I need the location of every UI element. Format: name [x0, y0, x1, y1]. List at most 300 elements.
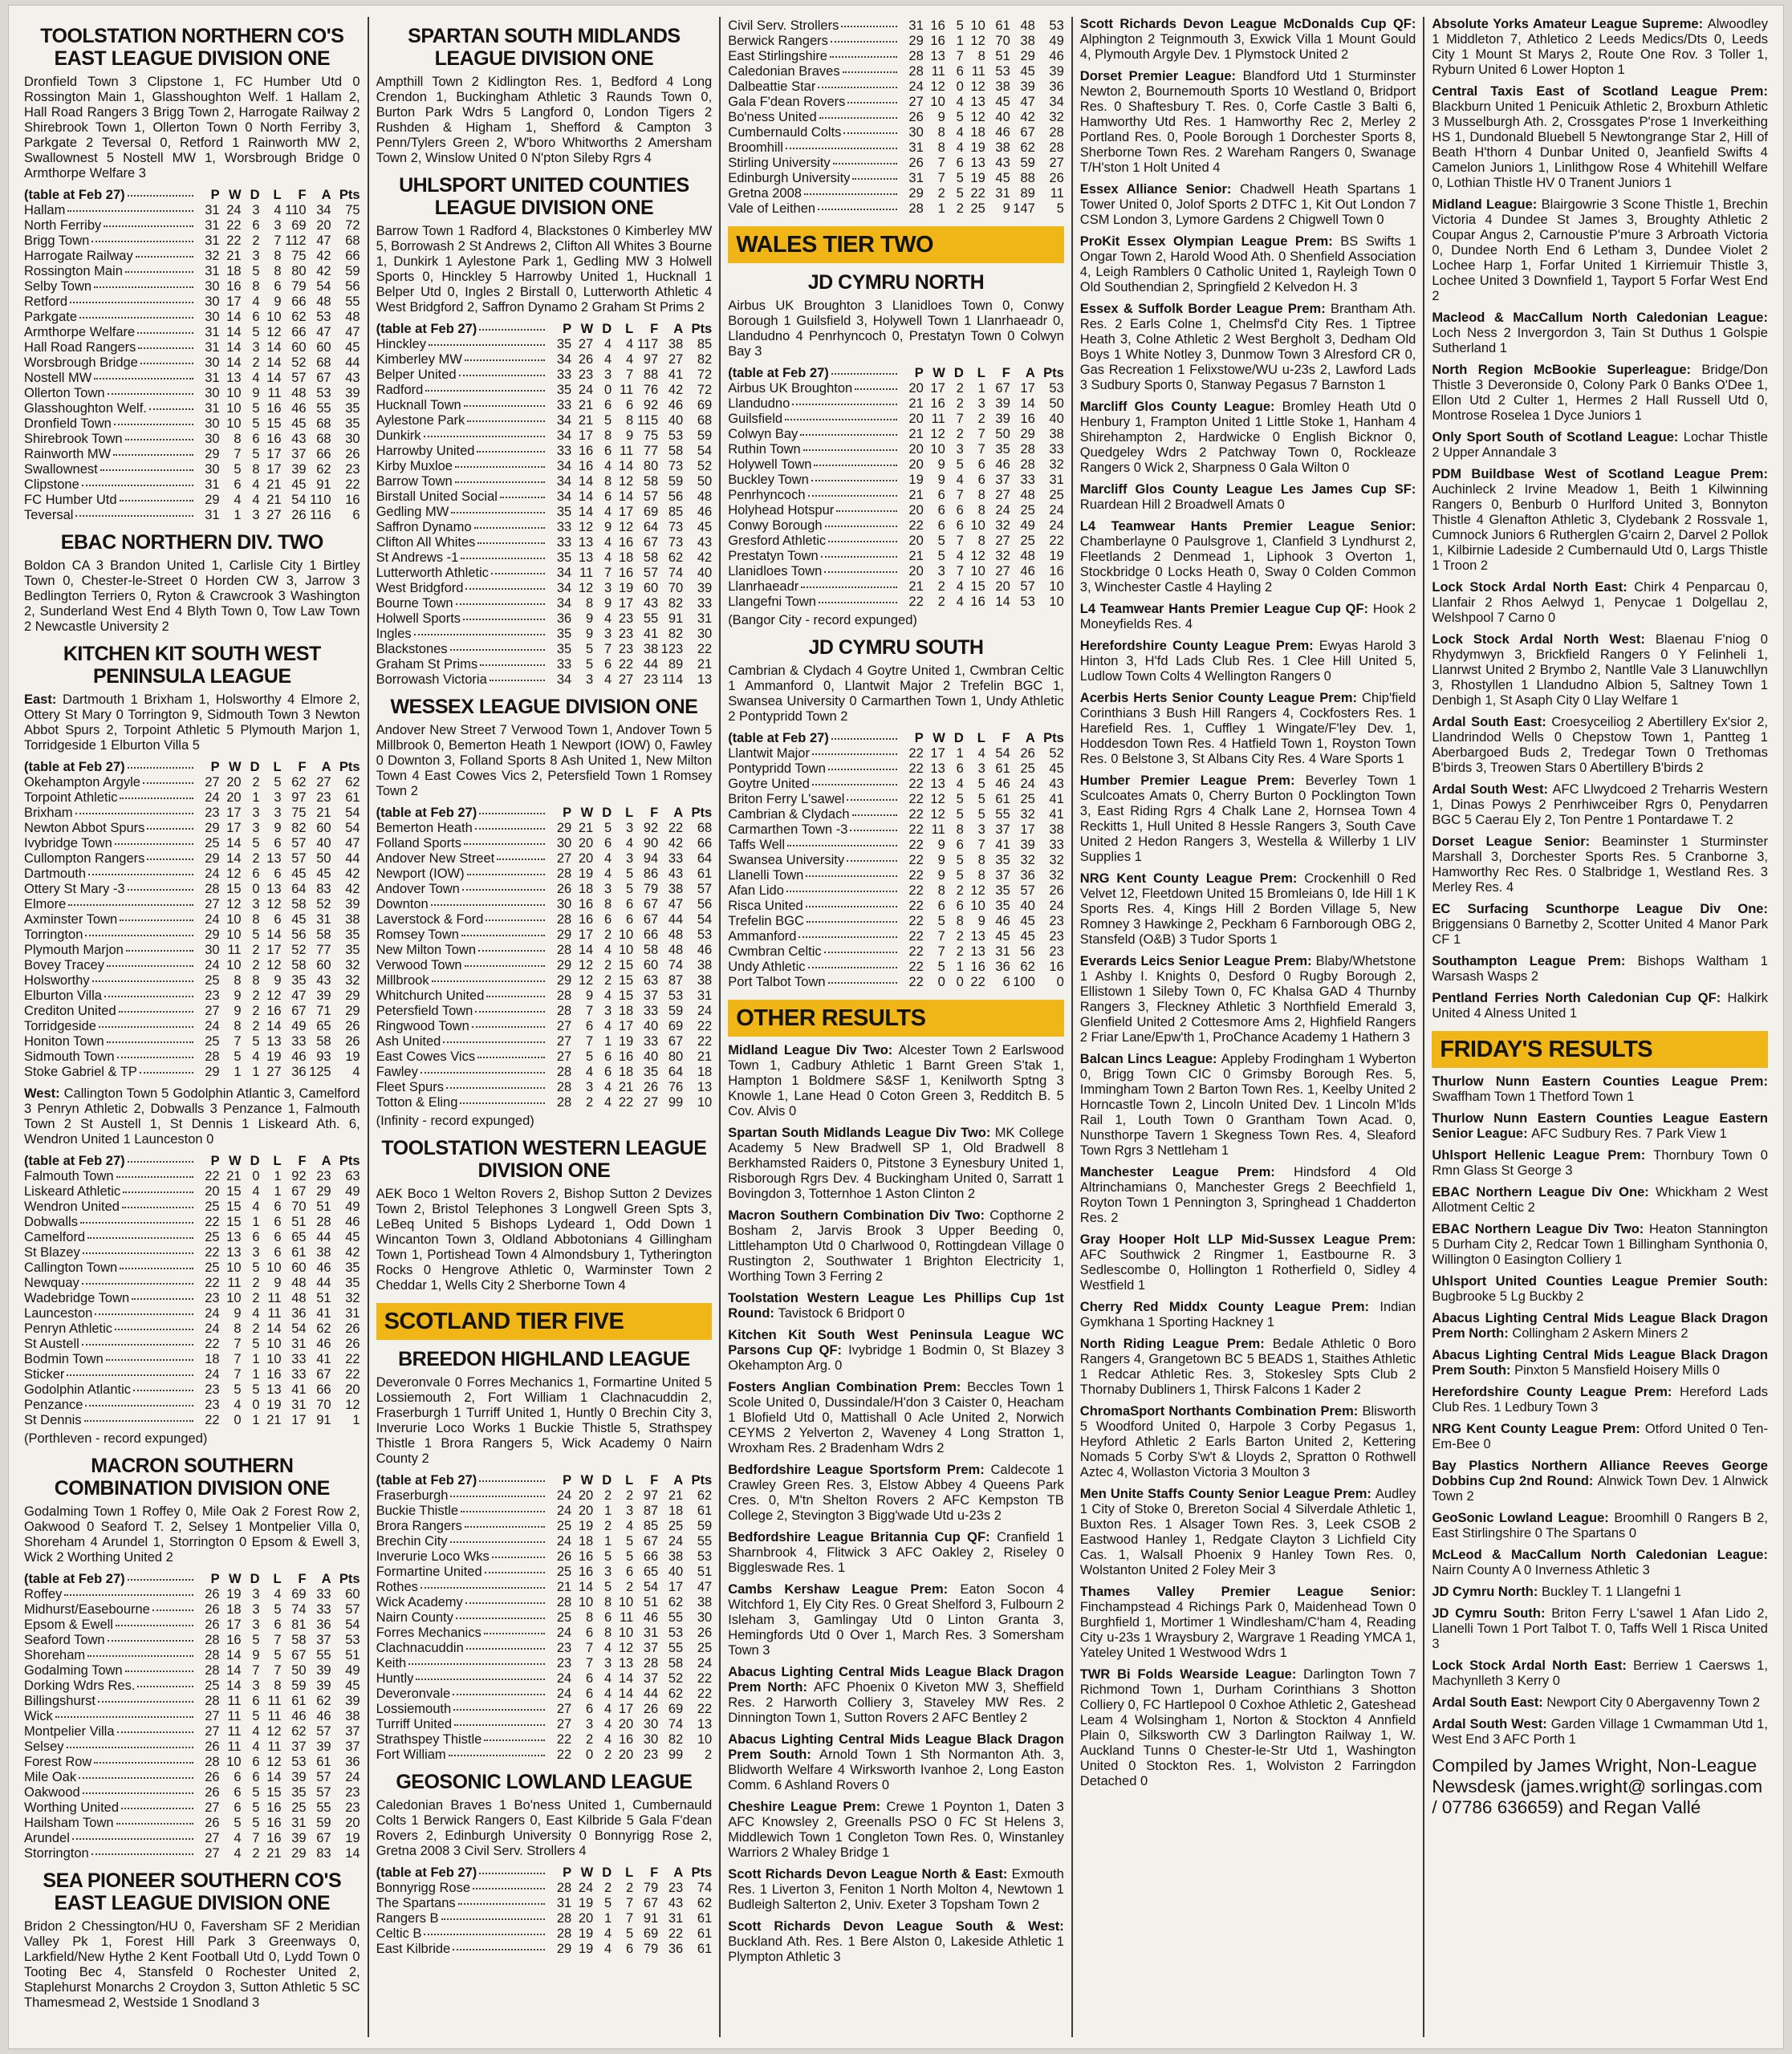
- stat-value: 18: [697, 1065, 713, 1079]
- dot-leader: [115, 843, 193, 845]
- team-name: Risca United: [728, 899, 803, 913]
- team-name: Buckie Thistle: [376, 1504, 459, 1518]
- team-name: Berwick Rangers: [728, 34, 828, 48]
- league-results: Dorset League Senior: Beaminster 1 Sturminster Marshall 3, Dorchester Sports Res. 5 Cranborne 3, Hamworthy Rec Res. 0 Stalbridge 1, Westland Res. 3 Merley Res. 4: [1432, 834, 1768, 895]
- team-name: Downton: [376, 897, 429, 911]
- stat-value: 61: [345, 790, 360, 805]
- stat-value: 25: [970, 201, 985, 216]
- stat-value: 12: [970, 79, 985, 94]
- stat-value: 13: [266, 1034, 282, 1049]
- stat-value: 6: [956, 899, 964, 913]
- dot-leader: [821, 556, 897, 558]
- table-header-col: A: [321, 188, 331, 202]
- league-results-lead: Fosters Anglian Combination Prem:: [728, 1380, 968, 1394]
- stat-value: 16: [1049, 960, 1064, 974]
- league-results: Herefordshire County League Prem: Ewyas Harold 3 Hinton 3, H'fd Lads Club Res. 1 Clee Hill United 5, Ludlow Town Colts 4 Wellington Rangers 0: [1079, 639, 1416, 684]
- league-table: [376, 1865, 713, 1957]
- stat-value: 64: [643, 520, 659, 534]
- stat-value: 45: [995, 95, 1010, 109]
- league-results: Manchester League Prem: Hindsford 4 Old Altrinchamians 0, Manchester Gregs 2 Beechfield 1, Royton Town 1 Pennington 3, Springhead 1 Chadderton Res. 2: [1079, 1165, 1416, 1225]
- table-row: [728, 579, 1064, 595]
- stat-value: 22: [556, 1748, 572, 1762]
- stat-value: 11: [931, 64, 945, 79]
- table-row: [728, 518, 1064, 534]
- table-header-col: D: [602, 1865, 612, 1880]
- table-header-col: D: [250, 1154, 260, 1168]
- stat-value: 28: [556, 1595, 572, 1610]
- stat-value: 11: [931, 412, 945, 426]
- stat-value: 7: [937, 944, 945, 959]
- stat-value: 13: [578, 550, 594, 565]
- stat-value: 21: [266, 493, 282, 507]
- record-note: (Infinity - record expunged): [376, 1114, 534, 1128]
- stat-value: 35: [556, 627, 572, 641]
- dot-leader: [149, 408, 193, 410]
- dot-leader: [484, 1633, 545, 1634]
- table-header-col: W: [229, 1572, 242, 1586]
- stat-value: 27: [205, 775, 220, 790]
- team-name: Cwmbran Celtic: [728, 944, 822, 959]
- stat-value: 28: [1020, 442, 1035, 457]
- stat-value: 9: [252, 1648, 260, 1662]
- stat-value: 14: [226, 1663, 242, 1678]
- dot-leader: [421, 1072, 545, 1074]
- stat-value: 72: [697, 367, 713, 382]
- stat-value: 51: [995, 49, 1010, 63]
- dot-leader: [72, 1838, 193, 1840]
- league-results: Dorset Premier League: Blandford Utd 1 Sturminster Newton 2, Bournemouth Sports 10 Westland 0, Bridport Res. 0 Shaftesbury T. Res. 0, Corfe Castle 3 Balti 6, Hamworthy Utd Res. 1 Hamworthy Rec 2, Merley 2 Portland Res. 0, Poole Borough 1 Dorchester Sports 8, Sherborne Town Res. 2 Wareham Rangers 0, Swanage T/H'ston 1 Holt United 4: [1079, 69, 1416, 175]
- league-results: Spartan South Midlands League Div Two: MK College Academy 5 New Bradwell SP 1, Old Bradwell 8 Berkhamsted Raiders 0, Pitstone 3 Eynesbury United 1, Risborough Rgrs Dev. 4 Buckingham United 0, Sarratt 1 Bovingdon 3, Totternhoe 1 Aston Clinton 2: [728, 1126, 1064, 1201]
- table-row: [24, 1755, 360, 1770]
- team-name: St Blazey: [24, 1245, 80, 1260]
- stat-value: 25: [205, 973, 220, 988]
- stat-value: 51: [345, 1648, 360, 1662]
- dot-leader: [432, 980, 546, 982]
- table-header-col: L: [625, 1473, 634, 1488]
- stat-value: 42: [668, 836, 684, 850]
- stat-value: 1: [252, 1352, 260, 1366]
- stat-value: 3: [252, 203, 260, 217]
- stat-value: 4: [274, 1587, 282, 1601]
- table-header-col: P: [210, 760, 220, 774]
- stat-value: 2: [705, 1748, 713, 1762]
- stat-value: 11: [267, 1709, 282, 1723]
- league-results-lead: NRG Kent County League Prem:: [1432, 1422, 1645, 1436]
- newspaper-page: [8, 5, 1784, 2049]
- stat-value: 97: [643, 1488, 659, 1503]
- stat-value: 0: [1056, 975, 1064, 989]
- stat-value: 40: [697, 566, 713, 580]
- stat-value: 33: [1049, 838, 1064, 852]
- team-name: Formartine United: [376, 1565, 482, 1579]
- stat-value: 69: [668, 1702, 684, 1716]
- stat-value: 7: [626, 1896, 634, 1910]
- table-header-col: Pts: [339, 188, 360, 202]
- stat-value: 11: [267, 1291, 282, 1305]
- table-row: [24, 1245, 360, 1260]
- stat-value: 38: [1049, 427, 1064, 441]
- stat-value: 26: [345, 1321, 360, 1336]
- stat-value: 8: [252, 973, 260, 988]
- table-header-col: F: [650, 322, 659, 336]
- stat-value: 62: [697, 1896, 713, 1910]
- stat-value: 14: [226, 836, 242, 850]
- stat-value: 2: [604, 973, 612, 988]
- stat-value: 5: [252, 1633, 260, 1647]
- dot-leader: [98, 1701, 193, 1703]
- table-row: [376, 1080, 713, 1095]
- team-name: Elburton Villa: [24, 988, 102, 1003]
- stat-value: 46: [316, 1337, 331, 1351]
- dot-leader: [94, 1762, 193, 1764]
- dot-leader: [449, 1755, 546, 1756]
- table-row: [24, 897, 360, 912]
- stat-value: 17: [618, 505, 634, 519]
- team-name: Arundel: [24, 1831, 70, 1845]
- team-name: Llangefni Town: [728, 595, 816, 609]
- stat-value: 125: [309, 1065, 331, 1079]
- stat-value: 38: [1049, 822, 1064, 837]
- stat-value: 35: [995, 853, 1010, 867]
- dot-leader: [75, 813, 193, 814]
- league-results: NRG Kent County League Prem: Crockenhill 0 Red Velvet 12, Fleetdown United 15 Bromleians 0, Ide Hill 1 K Sports Res. 4, Kings Hill 2 Borden Village 5, New Romney 3 Hawkinge 2, Peckham 6 Farnborough OBG 2, Stansfeld (O&B) 3 Tudor Sports 1: [1079, 871, 1416, 947]
- team-name: Broomhill: [728, 140, 783, 155]
- stat-value: 53: [668, 1626, 684, 1640]
- stat-value: 89: [1020, 186, 1035, 201]
- team-name: St Austell: [24, 1337, 79, 1351]
- team-name: Harrogate Railway: [24, 249, 133, 263]
- league-results: Macleod & MacCallum North Caledonian League: Loch Ness 2 Invergordon 3, Tain St Duthus 1 Golspie Sutherland 1: [1432, 311, 1768, 355]
- stat-value: 7: [604, 642, 612, 656]
- stat-value: 73: [668, 459, 684, 473]
- stat-value: 1: [956, 746, 964, 761]
- table-row: [728, 960, 1064, 975]
- league-results-lead: Scott Richards Devon League North & East:: [728, 1867, 1012, 1881]
- stat-value: 67: [643, 897, 659, 911]
- team-name: Folland Sports: [376, 836, 461, 850]
- stat-value: 22: [205, 1169, 220, 1183]
- stat-value: 147: [1013, 201, 1035, 216]
- team-name: Holwell Sports: [376, 611, 461, 626]
- table-row: [24, 1215, 360, 1230]
- stat-value: 19: [578, 1896, 594, 1910]
- stat-value: 36: [668, 1942, 684, 1956]
- league-results: West: Callington Town 5 Godolphin Atlantic 3, Camelford 3 Penryn Athletic 2, Dobwalls 3 Penzance 1, Falmouth Town 2 St Austell 1, St Dennis 1 Liskeard Ath. 6, Wendron United 1 Launceston 0: [24, 1086, 360, 1147]
- table-row: [24, 806, 360, 821]
- dot-leader: [831, 41, 897, 43]
- stat-value: 8: [937, 140, 945, 155]
- stat-value: 53: [668, 988, 684, 1003]
- table-row: [376, 1687, 713, 1702]
- table-header-col: P: [563, 322, 572, 336]
- stat-value: 5: [977, 792, 985, 806]
- stat-value: 80: [291, 264, 307, 278]
- stat-value: 29: [205, 821, 220, 835]
- stat-value: 48: [316, 294, 331, 309]
- stat-value: 4: [252, 1739, 260, 1754]
- stat-value: 37: [345, 1739, 360, 1754]
- stat-value: 24: [205, 1306, 220, 1321]
- league-results: Cheshire League Prem: Crewe 1 Poynton 1, Daten 3 AFC Knowsley 2, Greenalls PSO 0 FC St Helens 3, Middlewich Town 1 Congleton Town Res. 0, Winstanley Warriors 2 Whaley Bridge 1: [728, 1800, 1064, 1860]
- stat-value: 72: [697, 383, 713, 397]
- table-header-col: Pts: [691, 1473, 713, 1488]
- stat-value: 7: [234, 1337, 242, 1351]
- stat-value: 22: [908, 944, 924, 959]
- stat-value: 20: [316, 218, 331, 233]
- stat-value: 10: [266, 1260, 282, 1275]
- stat-value: 32: [345, 973, 360, 988]
- team-name: Holsworthy: [24, 973, 90, 988]
- table-header-col: Pts: [691, 1865, 713, 1880]
- team-name: Strathspey Thistle: [376, 1732, 482, 1747]
- stat-value: 5: [274, 1648, 282, 1662]
- team-name: Forest Row: [24, 1755, 92, 1769]
- stat-value: 33: [556, 444, 572, 458]
- stat-value: 47: [345, 325, 360, 339]
- stat-value: 62: [291, 310, 307, 324]
- stat-value: 22: [345, 477, 360, 492]
- stat-value: 56: [291, 928, 307, 942]
- table-header-col: A: [1025, 366, 1035, 380]
- team-name: Holywell Town: [728, 457, 812, 472]
- table-row: [24, 1367, 360, 1382]
- stat-value: 53: [316, 310, 331, 324]
- league-table: [24, 1572, 360, 1861]
- stat-value: 31: [291, 1337, 307, 1351]
- team-name: Prestatyn Town: [728, 549, 819, 563]
- stat-value: 5: [956, 110, 964, 124]
- stat-value: 18: [226, 1602, 242, 1617]
- team-name: Ollerton Town: [24, 386, 105, 400]
- stat-value: 82: [697, 352, 713, 367]
- stat-value: 20: [908, 457, 924, 472]
- stat-value: 9: [252, 386, 260, 400]
- stat-value: 31: [205, 203, 220, 217]
- stat-value: 5: [252, 836, 260, 850]
- stat-value: 6: [274, 1245, 282, 1260]
- stat-value: 58: [643, 550, 659, 565]
- stat-value: 19: [345, 1049, 360, 1064]
- stat-value: 55: [668, 1610, 684, 1625]
- stat-value: 7: [252, 1663, 260, 1678]
- stat-value: 33: [291, 1352, 307, 1366]
- team-name: Torpoint Athletic: [24, 790, 118, 805]
- stat-value: 13: [697, 672, 713, 687]
- stat-value: 28: [556, 1080, 572, 1094]
- team-name: Saffron Dynamo: [376, 520, 472, 534]
- stat-value: 83: [316, 882, 331, 896]
- stat-value: 54: [345, 821, 360, 835]
- stat-value: 8: [604, 428, 612, 443]
- stat-value: 41: [316, 1352, 331, 1366]
- stat-value: 4: [604, 505, 612, 519]
- stat-value: 0: [234, 1413, 242, 1427]
- stat-value: 45: [697, 520, 713, 534]
- stat-value: 44: [668, 912, 684, 927]
- stat-value: 16: [345, 493, 360, 507]
- table-header-col: F: [298, 1154, 307, 1168]
- league-table: [728, 18, 1064, 217]
- stat-value: 2: [252, 1846, 260, 1861]
- league-results-lead: Marcliff Glos County League Les James Cup SF:: [1079, 482, 1416, 497]
- table-row: [24, 249, 360, 264]
- stat-value: 24: [556, 1626, 572, 1640]
- dot-leader: [100, 469, 193, 471]
- stat-value: 23: [556, 1641, 572, 1655]
- stat-value: 5: [604, 1580, 612, 1594]
- stat-value: 4: [604, 611, 612, 626]
- stat-value: 39: [316, 1663, 331, 1678]
- stat-value: 26: [205, 1816, 220, 1830]
- stat-value: 18: [578, 882, 594, 896]
- stat-value: 4: [956, 473, 964, 487]
- table-row: [24, 821, 360, 836]
- stat-value: 41: [1049, 807, 1064, 822]
- stat-value: 69: [291, 218, 307, 233]
- team-name: Cumbernauld Colts: [728, 125, 842, 140]
- stat-value: 0: [937, 975, 945, 989]
- stat-value: 46: [316, 1260, 331, 1275]
- stat-value: 79: [291, 279, 307, 294]
- dot-leader: [841, 26, 896, 27]
- team-name: Clachnacuddin: [376, 1641, 464, 1655]
- stat-value: 52: [316, 897, 331, 911]
- stat-value: 89: [668, 657, 684, 672]
- team-name: Bo'ness United: [728, 110, 817, 124]
- stat-value: 3: [252, 821, 260, 835]
- stat-value: 8: [937, 883, 945, 898]
- stat-value: 48: [668, 928, 684, 942]
- table-row: [376, 596, 713, 611]
- dot-leader: [461, 935, 545, 936]
- stat-value: 68: [316, 416, 331, 431]
- team-name: Plymouth Marjon: [24, 943, 124, 957]
- team-name: Worsbrough Bridge: [24, 355, 138, 370]
- team-name: Wadebridge Town: [24, 1291, 130, 1305]
- league-results: PDM Buildbase West of Scotland League Prem: Auchinleck 2 Irvine Meadow 1, Beith 1 Kilwinning Rangers 0, Benburb 0 Hurlford United 3, Bonnyton Thistle 4 Glenafton Athletic 3, Clydebank 2 Rossvale 1, Cumnock Juniors 6 Rutherglen G'cairn 2, Darvel 2 Pollok 1, Kilbirnie Ladeside 2 Cumbernauld Utd 0, Largs Thistle 1 Troon 2: [1432, 467, 1768, 573]
- team-name: Dronfield Town: [24, 416, 112, 431]
- stat-value: 41: [995, 838, 1010, 852]
- dot-leader: [479, 1873, 545, 1874]
- table-header-col: L: [273, 760, 282, 774]
- stat-value: 9: [586, 988, 594, 1003]
- league-results: McLeod & MacCallum North Caledonian League: Nairn County A 0 Inverness Athletic 3: [1432, 1548, 1768, 1577]
- team-name: East Kilbride: [376, 1942, 451, 1956]
- stat-value: 15: [970, 579, 985, 594]
- stat-value: 21: [908, 396, 924, 411]
- stat-value: 61: [697, 1504, 713, 1518]
- table-row: [728, 396, 1064, 412]
- stat-value: 67: [643, 1896, 659, 1910]
- team-name: Cullompton Rangers: [24, 851, 145, 866]
- table-row: [728, 427, 1064, 442]
- stat-value: 50: [697, 474, 713, 489]
- stat-value: 14: [618, 1671, 634, 1686]
- dot-leader: [94, 286, 193, 288]
- dot-leader: [450, 1541, 546, 1543]
- table-row: [376, 642, 713, 657]
- dot-leader: [475, 1011, 545, 1013]
- league-results-lead: Lock Stock Ardal North West:: [1432, 632, 1656, 647]
- results-paragraph: Caledonian Braves 1 Bo'ness United 1, Cumbernauld Colts 1 Berwick Rangers 0, East Kilbride 5 Gala F'dean Rovers 2, Edinburgh University 0 Bonnyrigg Rose 2, Gretna 2008 3 Civil Serv. Strollers 4: [376, 1798, 713, 1858]
- stat-value: 25: [205, 1200, 220, 1214]
- stat-value: 59: [697, 428, 713, 443]
- table-header-col: Pts: [339, 760, 360, 774]
- stat-value: 37: [643, 1641, 659, 1655]
- stat-value: 29: [556, 1942, 572, 1956]
- stat-value: 6: [274, 912, 282, 927]
- table-header-col: F: [650, 1473, 659, 1488]
- league-subheading: BREEDON HIGHLAND LEAGUE: [398, 1348, 690, 1370]
- stat-value: 51: [291, 1215, 307, 1229]
- stat-value: 40: [1049, 412, 1064, 426]
- stat-value: 35: [995, 883, 1010, 898]
- dot-leader: [106, 1359, 193, 1361]
- stat-value: 9: [274, 973, 282, 988]
- stat-value: 28: [1049, 140, 1064, 155]
- stat-value: 36: [556, 611, 572, 626]
- league-results: Pentland Ferries North Caledonian Cup QF: Halkirk United 4 Alness United 1: [1432, 991, 1768, 1021]
- stat-value: 32: [1049, 868, 1064, 883]
- stat-value: 1: [604, 1534, 612, 1549]
- stat-value: 73: [668, 520, 684, 534]
- stat-value: 14: [266, 340, 282, 355]
- table-row: [24, 218, 360, 233]
- stat-value: 6: [604, 444, 612, 458]
- stat-value: 22: [697, 1702, 713, 1716]
- dot-leader: [485, 1572, 546, 1573]
- stat-value: 9: [937, 457, 945, 472]
- newspaper-column-3: [719, 17, 1071, 2037]
- stat-value: 28: [205, 1663, 220, 1678]
- stat-value: 26: [1049, 171, 1064, 185]
- stat-value: 19: [578, 1942, 594, 1956]
- dot-leader: [785, 419, 897, 420]
- stat-value: 67: [643, 912, 659, 927]
- table-row: [24, 943, 360, 958]
- table-header-col: W: [933, 731, 945, 745]
- league-results: GeoSonic Lowland League: Broomhill 0 Rangers B 2, East Stirlingshire 0 The Spartans 0: [1432, 1511, 1768, 1540]
- stat-value: 31: [908, 171, 924, 185]
- stat-value: 36: [1020, 868, 1035, 883]
- stat-value: 13: [697, 1080, 713, 1094]
- stat-value: 6: [626, 1565, 634, 1579]
- stat-value: 27: [556, 851, 572, 866]
- stat-value: 6: [626, 897, 634, 911]
- stat-value: 54: [345, 1618, 360, 1632]
- team-name: Afan Lido: [728, 883, 784, 898]
- stat-value: 54: [697, 444, 713, 458]
- stat-value: 31: [205, 371, 220, 385]
- stat-value: 2: [604, 1748, 612, 1762]
- league-results: Absolute Yorks Amateur League Supreme: Alwoodley 1 Middleton 7, Athletico 2 Leeds Medics/Dts 0, Leeds City 1 Mount St Marys 2, Route One Rov. 3 Toller 1, Ryburn United 6 Lower Hopton 1: [1432, 17, 1768, 77]
- league-results: Ardal South East: Newport City 0 Abergavenny Town 2: [1432, 1695, 1761, 1710]
- stat-value: 75: [291, 249, 307, 263]
- table-header-col: W: [229, 188, 242, 202]
- stat-value: 3: [586, 1080, 594, 1094]
- table-row: [376, 535, 713, 550]
- team-name: Trefelin BGC: [728, 914, 804, 928]
- stat-value: 5: [604, 1549, 612, 1564]
- stat-value: 17: [266, 447, 282, 461]
- stat-value: 4: [604, 535, 612, 550]
- stat-value: 27: [205, 1800, 220, 1815]
- table-row: [728, 125, 1064, 140]
- stat-value: 29: [908, 34, 924, 48]
- stat-value: 69: [643, 1926, 659, 1941]
- stat-value: 26: [643, 1702, 659, 1716]
- stat-value: 17: [668, 1580, 684, 1594]
